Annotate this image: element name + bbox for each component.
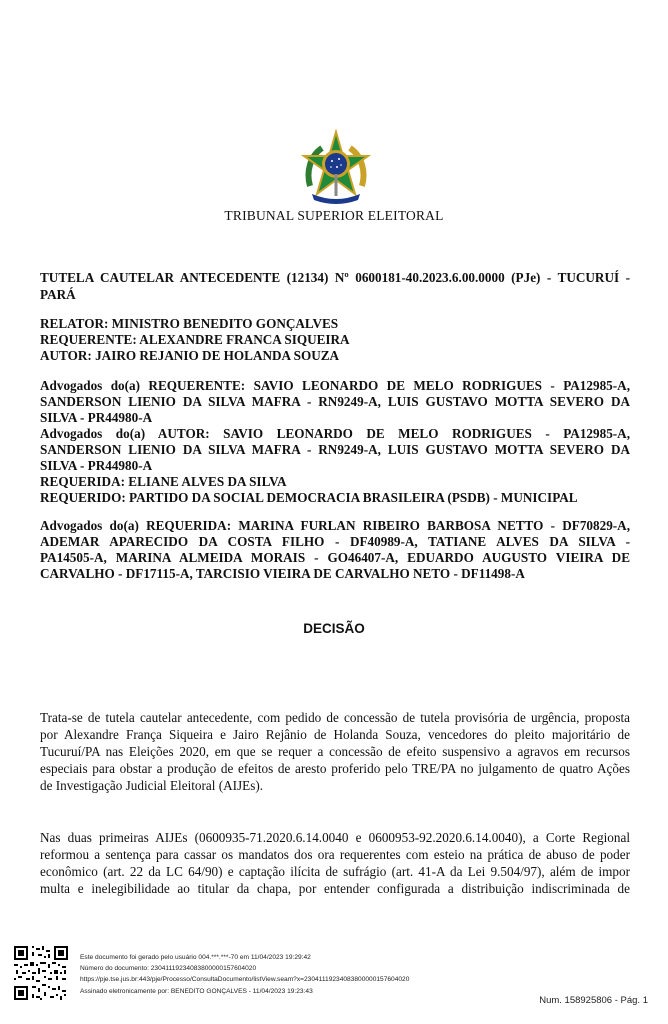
paragraph-line: especiais para obstar a produção de efeitos de aresto proferido pelo TRE/PA no julgamento de quatro Ações	[40, 761, 630, 776]
page-number: Num. 158925806 - Pág. 1	[539, 995, 648, 1006]
respondent-lawyers-block	[40, 518, 630, 582]
section-title: DECISÃO	[303, 621, 365, 636]
qr-code-icon	[12, 944, 70, 1002]
autor-line: AUTOR: JAIRO REJANIO DE HOLANDA SOUZA	[40, 348, 340, 363]
respondent-lawyers-line: ADEMAR APARECIDO DA COSTA FILHO - DF40989-A, TATIANE ALVES DA SILVA -	[40, 534, 630, 549]
requerente-line: REQUERENTE: ALEXANDRE FRANCA SIQUEIRA	[40, 332, 350, 347]
footer-document-number: Número do documento: 23041119234083800000157604020	[80, 965, 257, 973]
footer-signature: Assinado eletronicamente por: BENEDITO GONÇALVES - 11/04/2023 19:23:43	[80, 987, 313, 995]
footer-metadata	[80, 952, 409, 997]
lawyers-line: SANDERSON LIENIO DA SILVA MAFRA - RN9249-A, LUIS GUSTAVO MOTTA SEVERO DA	[40, 442, 630, 457]
requerido-line: REQUERIDO: PARTIDO DA SOCIAL DEMOCRACIA BRASILEIRA (PSDB) - MUNICIPAL	[40, 490, 578, 505]
respondent-lawyers-line: CARVALHO - DF17115-A, TARCISIO VIEIRA DE CARVALHO NETO - DF11498-A	[40, 566, 525, 581]
paragraph-2	[40, 829, 630, 897]
paragraph-line: econômico (art. 22 da LC 64/90) e captação ilícita de sufrágio (art. 41-A da Lei 9.504/97), além de impor	[40, 864, 630, 879]
lawyers-line: Advogados do(a) REQUERENTE: SAVIO LEONARDO DE MELO RODRIGUES - PA12985-A,	[40, 378, 630, 393]
case-title-line: PARÁ	[40, 287, 76, 302]
paragraph-line: multa e inelegibilidade ao titular da chapa, por entender configurada a distribuição indiscriminada de	[40, 881, 630, 896]
paragraph-line: Tucuruí/PA nas Eleições 2020, em que se requer a concessão de efeito suspensivo a agravos em recursos	[40, 744, 630, 759]
court-name: TRIBUNAL SUPERIOR ELEITORAL	[224, 208, 444, 223]
respondent-lawyers-line: Advogados do(a) REQUERIDA: MARINA FURLAN RIBEIRO BARBOSA NETTO - DF70829-A,	[40, 518, 630, 533]
footer-url[interactable]: https://pje.tse.jus.br:443/pje/Processo/ConsultaDocumento/listView.seam?x=23041119234083800000157604020	[80, 976, 410, 984]
paragraph-line: por Alexandre França Siqueira e Jairo Rejânio de Holanda Souza, vencedores do pleito majoritário de	[40, 727, 630, 742]
relator-line: RELATOR: MINISTRO BENEDITO GONÇALVES	[40, 316, 339, 331]
parties-block	[40, 316, 630, 364]
paragraph-line: reformou a sentença para cassar os mandatos dos ora requerentes com esteio na prática de abuso de poder	[40, 847, 630, 862]
case-title-line: TUTELA CAUTELAR ANTECEDENTE (12134) Nº 0600181-40.2023.6.00.0000 (PJe) - TUCURUÍ -	[40, 270, 630, 285]
lawyers-line: SANDERSON LIENIO DA SILVA MAFRA - RN9249-A, LUIS GUSTAVO MOTTA SEVERO DA	[40, 394, 630, 409]
lawyers-block	[40, 378, 630, 506]
lawyers-line: SILVA - PR44980-A	[40, 410, 153, 425]
footer-generated-by: Este documento foi gerado pelo usuário 004.***.***-70 em 11/04/2023 19:29:42	[80, 954, 311, 961]
paragraph-1	[40, 709, 630, 794]
lawyers-line: SILVA - PR44980-A	[40, 458, 153, 473]
paragraph-line: Trata-se de tutela cautelar antecedente, com pedido de concessão de tutela provisória de urgência, proposta	[40, 710, 630, 725]
requerida-line: REQUERIDA: ELIANE ALVES DA SILVA	[40, 474, 287, 489]
brazil-coat-of-arms-icon	[296, 128, 376, 208]
paragraph-line: de Investigação Judicial Eleitoral (AIJEs).	[40, 778, 264, 793]
paragraph-line: Nas duas primeiras AIJEs (0600935-71.2020.6.14.0040 e 0600953-92.2020.6.14.0040), a Corte Regional	[40, 830, 630, 845]
lawyers-line: Advogados do(a) AUTOR: SAVIO LEONARDO DE MELO RODRIGUES - PA12985-A,	[40, 426, 630, 441]
case-title	[40, 269, 630, 303]
respondent-lawyers-line: PA14505-A, MARINA ALMEIDA MORAIS - GO46407-A, EDUARDO AUGUSTO VIEIRA DE	[40, 550, 630, 565]
